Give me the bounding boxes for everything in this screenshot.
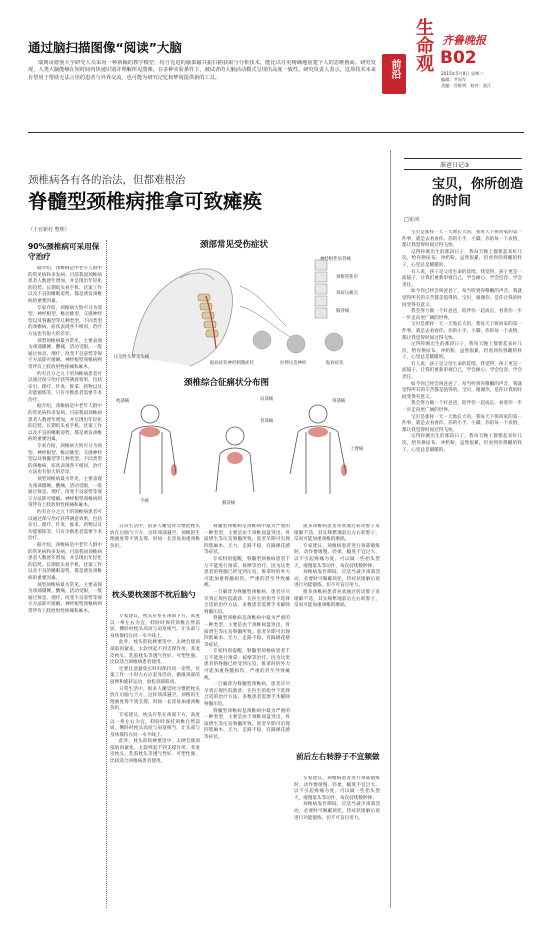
- fig2-label: 背部痛: [260, 419, 274, 424]
- col4-heading: 前后左右转脖子不宜频做: [296, 752, 380, 761]
- brief-headline: 通过脑扫描图像“阅读”大脑: [28, 40, 182, 55]
- col1-para: 据介绍，颈椎病是中老年人群中的常见病和多发病。目前我国颈椎病患者人数逐年增加，并呈现出年轻化的趋势。长期低头看手机、伏案工作以及不良的睡眠姿势，都是诱发颈椎病的重要因素。: [28, 542, 102, 581]
- paper-name: 齐鲁晚报: [442, 34, 486, 47]
- sidebar-byline: □崔泱: [404, 217, 420, 223]
- col2-para: 专家建议，枕头应垫在颈部下方，高度以一拳左右为宜，仰卧时保持颈椎自然前屈，侧卧时枕头高度与肩宽相当，让头部与身体保持在同一水平线上。: [110, 712, 200, 738]
- fig2-label: 肩部痛: [260, 397, 274, 402]
- sidebar-para: 我会努力做一个好爸爸，陪伴你一起成长，看着你一步一步走向更广阔的世界。: [402, 309, 522, 321]
- body-outlines: [110, 374, 380, 514]
- meta-designer: 美编：宫维明 校对：聂江: [441, 83, 492, 89]
- col1-para: 颈型颈椎病最为常见，主要表现为颈部僵硬、酸痛，活动受限，一般通过休息、理疗、改变不良姿势等保守方法即可缓解。神经根型颈椎病则常伴有上肢放射性疼痛和麻木。: [28, 582, 102, 614]
- section-label: 生命观: [413, 18, 434, 72]
- col1-para: 专家介绍，颈椎病大致可分为颈型、神经根型、椎动脉型、交感神经型以及脊髓型等几种类型。不同类型的颈椎病，症状表现各不相同，治疗方法也有很大的差异。: [28, 444, 102, 476]
- col1-para: 据介绍，颈椎病是中老年人群中的常见病和多发病。目前我国颈椎病患者人数逐年增加，并呈现出年轻化的趋势。长期低头看手机、伏案工作以及不良的睡眠姿势，都是诱发颈椎病的重要因素。: [28, 266, 102, 304]
- sidebar-para: 记得你刚出生的那段日子，我每天晚上都要起来好几次，给你换尿布、冲奶粉。虽然很累，但看到你熟睡的样子，心里总是暖暖的。: [402, 249, 522, 268]
- col2-body-top: [110, 524, 200, 586]
- col2-para: 日常生活中，很多人睡觉时习惯把枕头放在后脑勺下方，这样颈部悬空，颈椎的生理曲度得不到支撑，时间一长容易加重颈椎负担。: [110, 686, 200, 712]
- fig1-label: 拉伸压迫神经: [280, 361, 307, 366]
- col3-body: [204, 524, 290, 906]
- col2-body: [110, 614, 200, 906]
- main-kicker: 颈椎病各有各的治法，但都难根治: [28, 174, 186, 186]
- fig1-label: 胸背痛: [336, 309, 350, 314]
- fig1-label: 振肩症状神经刺激症状: [210, 361, 254, 366]
- col3-para: 一旦确诊为脊髓型颈椎病，患者应尽早到正规医院就诊，在医生的指导下选择合适的治疗方法，多数患者需要手术解除脊髓压迫。: [204, 682, 290, 708]
- col3-para: 专家特别提醒，脊髓型颈椎病患者千万不能进行推拿、按摩等治疗。因为这类患者的脊髓已经受到压迫，推拿时的外力可能加重脊髓损伤，严重的甚至导致瘫痪。: [204, 556, 290, 589]
- brief-kicker-text: 前沿: [389, 59, 400, 79]
- fig1-label: 颈椎管狭窄: [336, 275, 358, 280]
- main-headline: 脊髓型颈椎病推拿可致瘫痪: [28, 190, 263, 213]
- sidebar-para: 记得你刚出生的那段日子，我每天晚上都要起来好几次，给你换尿布、冲奶粉。虽然很累，但看到你熟睡的样子，心里总是暖暖的。: [402, 342, 522, 361]
- col1-intro-heading: 90%颈椎病可采用保守治疗: [28, 242, 100, 261]
- byline: （上官新村 整理）: [28, 227, 70, 233]
- col4-para: 很多颈椎病患者喜欢通过转动脖子来缓解不适，其实频繁地前后左右转脖子，反而可能加重颈椎的磨损。: [294, 524, 380, 543]
- col1-para: 约有百分之九十的颈椎病患者可以通过保守治疗获得满意效果，包括牵引、理疗、针灸、推拿、药物以及功能锻炼等，只有少数患者需要手术治疗。: [28, 371, 102, 403]
- meta-editor: 编辑：尹同军: [441, 77, 467, 83]
- col4-para: 颈椎病发作期间，应适当减少颈部活动，必要时可佩戴颈托，待症状缓解后再进行功能锻炼，切不可盲目用力。: [294, 802, 380, 821]
- fig1-label: 振肩症状: [326, 361, 344, 366]
- col1-para: 专家介绍，颈椎病大致可分为颈型、神经根型、椎动脉型、交感神经型以及脊髓型等几种类型。不同类型的颈椎病，症状表现各不相同，治疗方法也有很大的差异。: [28, 305, 102, 337]
- col2-heading: 枕头要枕颈部不枕后脑勺: [112, 590, 196, 599]
- sidebar-para: 有人说，孩子是父母生命的延续。我觉得，孩子更是一面镜子，让我们重新审视自己，学会耐心、学会包容、学会责任。: [402, 361, 522, 381]
- sidebar-tag: [404, 158, 522, 170]
- col2-para: 还要注意避免长时间保持同一姿势，伏案工作一小时左右应起身活动，做做颈部的屈伸和旋转运动，放松颈部肌肉。: [110, 666, 200, 685]
- sidebar-body: [402, 230, 522, 906]
- figure-neck-injury: [110, 236, 380, 372]
- col1-para: 据介绍，颈椎病是中老年人群中的常见病和多发病。目前我国颈椎病患者人数逐年增加，并呈现出年轻化的趋势。长期低头看手机、伏案工作以及不良的睡眠姿势，都是诱发颈椎病的重要因素。: [28, 404, 102, 443]
- sidebar-tag-label: 准爸日记③: [440, 162, 470, 169]
- fig2-label: 手痛: [140, 499, 149, 504]
- col4-para: 颈椎病发作期间，应适当减少颈部活动，必要时可佩戴颈托，待症状缓解后再进行功能锻炼，切不可盲目用力。: [294, 570, 380, 589]
- col1-body: [28, 266, 102, 906]
- col1-para: 颈型颈椎病最为常见，主要表现为颈部僵硬、酸痛，活动受限，一般通过休息、理疗、改变不良姿势等保守方法即可缓解。神经根型颈椎病则常伴有上肢放射性疼痛和麻木。: [28, 477, 102, 509]
- sidebar-title: 宝贝，你所创造的时间: [432, 177, 524, 209]
- sidebar-rule: [390, 150, 391, 908]
- fig2-label: 颈部痛: [332, 399, 346, 404]
- fig1-label: 颈肩压痛点: [336, 291, 358, 296]
- fig2-label: 胸前痛: [222, 501, 236, 506]
- col4-body-top: [294, 524, 380, 748]
- sidebar-para: 有人说，孩子是父母生命的延续。我觉得，孩子更是一面镜子，让我们重新审视自己，学会耐心、学会包容、学会责任。: [402, 269, 522, 288]
- col3-para: 脊髓型颈椎病是颈椎病中最为严重的一种类型，主要是由于颈椎间盘突出、骨质增生等压迫脊髓所致。患者早期可出现四肢麻木、无力、走路不稳、有踩棉花感等症状。: [204, 708, 290, 740]
- figure-pain-distribution: [110, 374, 380, 514]
- col2-para: 此外，枕头的软硬要适中，太硬会使颈部肌肉紧张，太软则起不到支撑作用。荞麦皮枕头、乳胶枕头等透气性好、可塑性强，比较适合颈椎病患者使用。: [110, 739, 200, 765]
- fig2-label: 上臂痛: [350, 447, 364, 452]
- fig1-label: 压迫性头晕及头痛: [114, 355, 150, 360]
- sidebar-para: 如今你已经会叫爸爸了，每当听到你稚嫩的声音，我就觉得所有的辛苦都是值得的。宝贝，谢谢你，是你让我的时间变得有意义。: [402, 289, 522, 308]
- sidebar-para: 如今你已经会叫爸爸了，每当听到你稚嫩的声音，我就觉得所有的辛苦都是值得的。宝贝，谢谢你，是你让我的时间变得有意义。: [402, 381, 522, 400]
- col2-para: 此外，枕头的软硬要适中，太硬会使颈部肌肉紧张，太软则起不到支撑作用。荞麦皮枕头、乳胶枕头等透气性好、可塑性强，比较适合颈椎病患者使用。: [110, 640, 200, 666]
- fig2-title: 颈椎综合征痛状分布图: [184, 378, 270, 388]
- page-number: B02: [440, 48, 477, 68]
- fig2-label: 枕部痛: [116, 399, 130, 404]
- meta-date: 2015年5月8日 星期二: [441, 71, 484, 76]
- masthead-rule: [28, 132, 524, 133]
- col2-para: 日常生活中，很多人睡觉时习惯把枕头放在后脑勺下方，这样颈部悬空，颈椎的生理曲度得不到支撑，时间一长容易加重颈椎负担。: [110, 524, 200, 549]
- sidebar-para: 我会努力做一个好爸爸，陪伴你一起成长，看着你一步一步走向更广阔的世界。: [402, 401, 522, 414]
- fig1-title: 颈部常见受伤症状: [200, 240, 269, 250]
- col4-para: 专家建议，颈椎病患者进行颈部锻炼时，动作要缓慢、轻柔，幅度不宜过大，以不引起疼痛为度。可以做一些抬头望天、缓慢低头等动作，每次持续数秒钟。: [294, 543, 380, 569]
- col4-para: 很多颈椎病患者喜欢通过转动脖子来缓解不适，其实频繁地前后左右转脖子，反而可能加重颈椎的磨损。: [294, 589, 380, 609]
- col4-body: [294, 776, 380, 906]
- col2-para: 专家建议，枕头应垫在颈部下方，高度以一拳左右为宜，仰卧时保持颈椎自然前屈，侧卧时枕头高度与肩宽相当，让头部与身体保持在同一水平线上。: [110, 614, 200, 639]
- col1-para: 颈型颈椎病最为常见，主要表现为颈部僵硬、酸痛，活动受限，一般通过休息、理疗、改变不良姿势等保守方法即可缓解。神经根型颈椎病则常伴有上肢放射性疼痛和麻木。: [28, 338, 102, 370]
- col3-para: 脊髓型颈椎病是颈椎病中最为严重的一种类型，主要是由于颈椎间盘突出、骨质增生等压迫脊髓所致。患者早期可出现四肢麻木、无力、走路不稳、有踩棉花感等症状。: [204, 616, 290, 648]
- col3-para: 专家特别提醒，脊髓型颈椎病患者千万不能进行推拿、按摩等治疗。因为这类患者的脊髓已经受到压迫，推拿时的外力可能加重脊髓损伤，严重的甚至导致瘫痪。: [204, 649, 290, 681]
- col4-para: 专家建议，颈椎病患者进行颈部锻炼时，动作要缓慢、轻柔，幅度不宜过大，以不引起疼痛为度。可以做一些抬头望天、缓慢低头等动作，每次持续数秒钟。: [294, 776, 380, 801]
- col3-para: 脊髓型颈椎病是颈椎病中最为严重的一种类型，主要是由于颈椎间盘突出、骨质增生等压迫脊髓所致。患者早期可出现四肢麻木、无力、走路不稳、有踩棉花感等症状。: [204, 524, 290, 556]
- sidebar-para: 宝贝是那样一天一天地长大的，我每天下班回家的第一件事，就是去看看你。你的小手、小脚，你的每一个表情，都让我觉得时间过得飞快。: [402, 322, 522, 341]
- fig1-label: 神经根性肩背痛: [320, 257, 351, 262]
- col3-para: 一旦确诊为脊髓型颈椎病，患者应尽早到正规医院就诊，在医生的指导下选择合适的治疗方法，多数患者需要手术解除脊髓压迫。: [204, 589, 290, 615]
- sidebar-para: 宝贝是那样一天一天地长大的，我每天下班回家的第一件事，就是去看看你。你的小手、小脚，你的每一个表情，都让我觉得时间过得飞快。: [402, 414, 522, 433]
- masthead-meta: [441, 71, 491, 90]
- sidebar-para: 记得你刚出生的那段日子，我每天晚上都要起来好几次，给你换尿布、冲奶粉。虽然很累，但看到你熟睡的样子，心里总是暖暖的。: [402, 434, 522, 453]
- sidebar-para: 宝贝是那样一天一天地长大的，我每天下班回家的第一件事，就是去看看你。你的小手、小脚，你的每一个表情，都让我觉得时间过得飞快。: [402, 230, 522, 249]
- brief-body: 瑞典哥德堡大学研究人员采用一种新颖的教学模型，结合先进的脑部磁共振扫描获取与分析技术，能比以往更精确地重建个人的思维画面。研究发现，人类大脑能够在短时间内快速识别并理解所见图像，在多种实验条件下，被试者的大脑活动模式呈现出高度一致性。研究负责人表示，这项技术未来有望用于帮助无法言语的患者与外界交流，也可能为研究记忆和梦境提供新的工具。: [28, 60, 376, 81]
- column-rule: [106, 240, 107, 908]
- col1-para: 约有百分之九十的颈椎病患者可以通过保守治疗获得满意效果，包括牵引、理疗、针灸、推拿、药物以及功能锻炼等，只有少数患者需要手术治疗。: [28, 509, 102, 542]
